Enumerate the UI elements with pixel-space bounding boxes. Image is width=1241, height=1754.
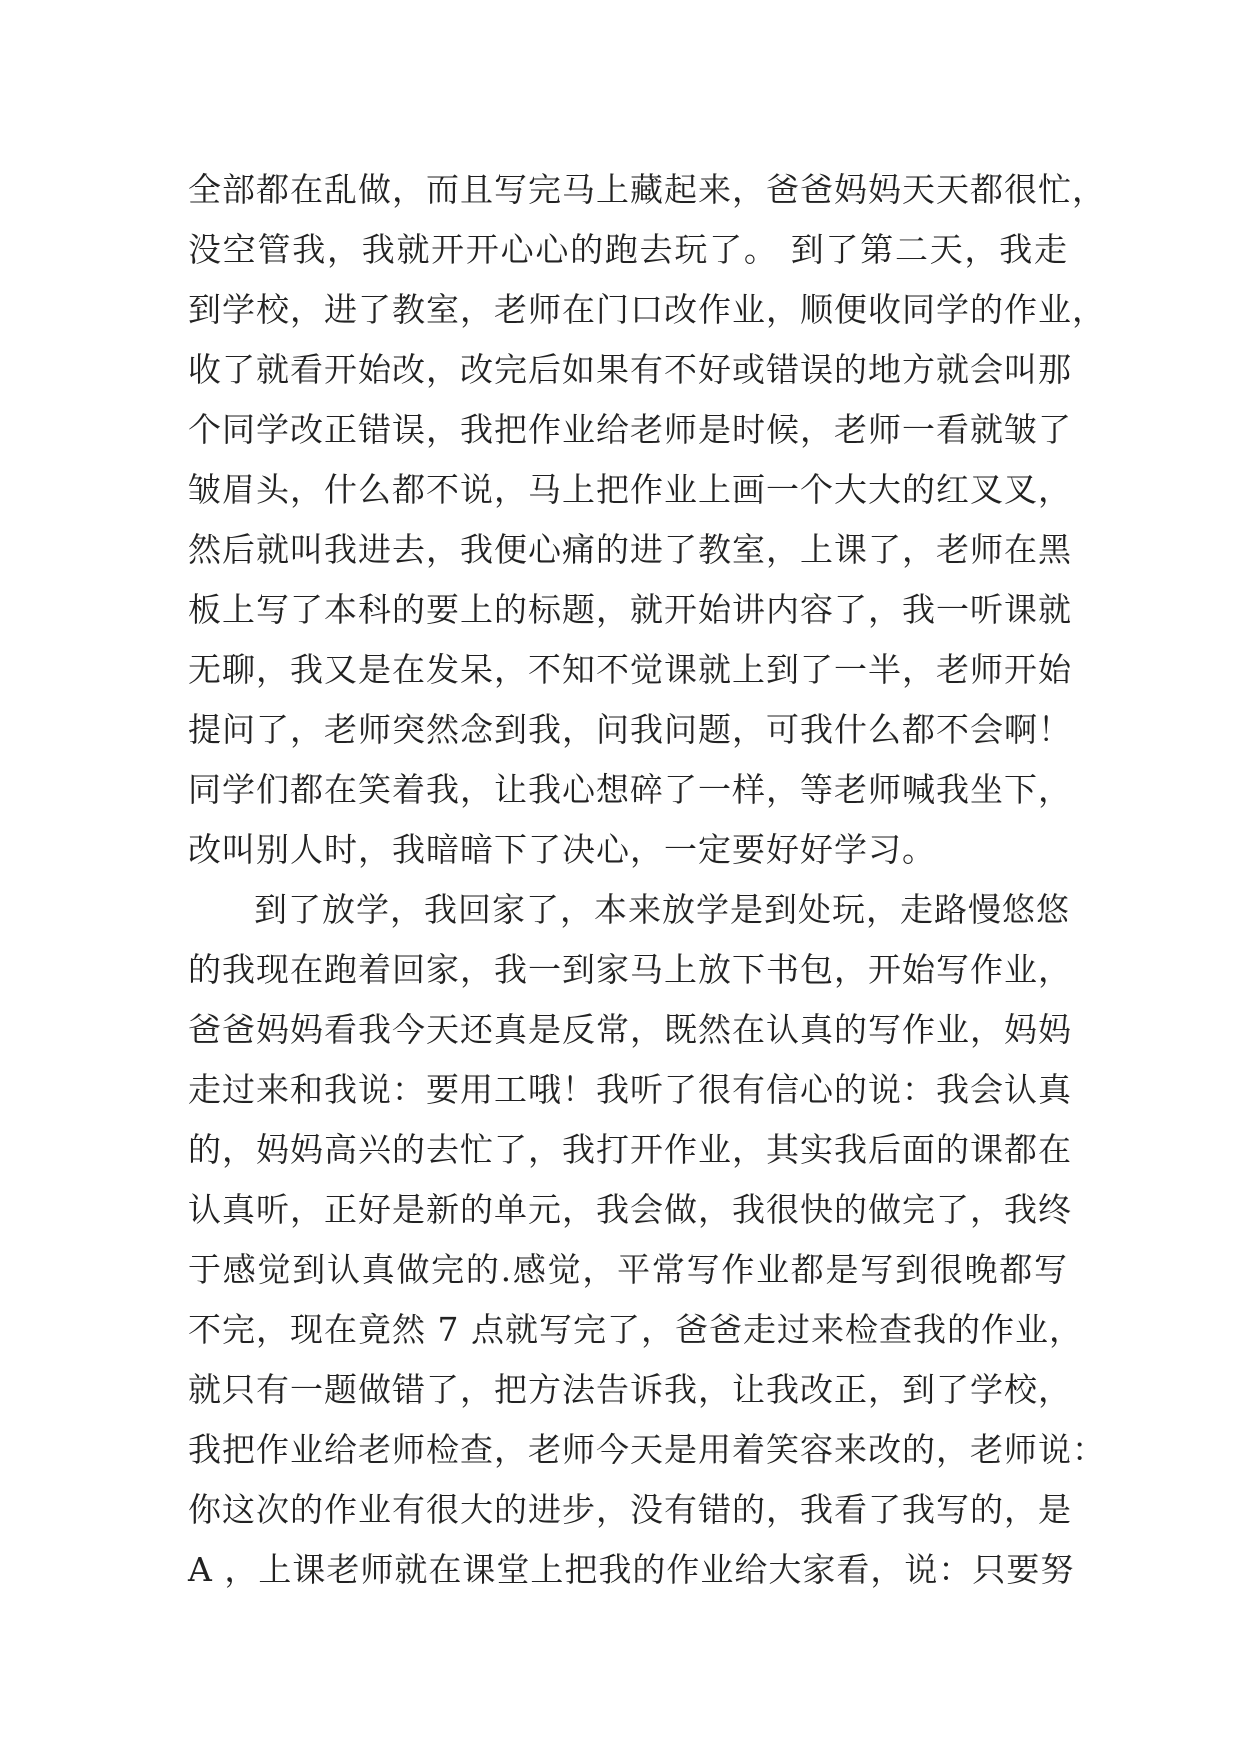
essay-body — [188, 160, 1106, 1600]
text-line: 认真听，正好是新的单元，我会做，我很快的做完了，我终 — [188, 1190, 1072, 1229]
text-line: A ，上课老师就在课堂上把我的作业给大家看，说：只要努 — [188, 1550, 1075, 1589]
text-line: 到学校，进了教室，老师在门口改作业，顺便收同学的作业， — [188, 290, 1106, 329]
text-line: 不完，现在竟然 7 点就写完了，爸爸走过来检查我的作业， — [188, 1310, 1083, 1349]
text-line: 的，妈妈高兴的去忙了，我打开作业，其实我后面的课都在 — [188, 1130, 1072, 1169]
text-line: 走过来和我说：要用工哦！我听了很有信心的说：我会认真 — [188, 1070, 1072, 1109]
text-line: 板上写了本科的要上的标题，就开始讲内容了，我一听课就 — [188, 590, 1072, 629]
text-line: 然后就叫我进去，我便心痛的进了教室，上课了，老师在黑 — [188, 530, 1072, 569]
text-line: 到了放学，我回家了，本来放学是到处玩，走路慢悠悠 — [254, 890, 1070, 929]
paragraph-2 — [188, 880, 1106, 1600]
text-line: 提问了，老师突然念到我，问我问题，可我什么都不会啊！ — [188, 710, 1072, 749]
text-line: 皱眉头，什么都不说，马上把作业上画一个大大的红叉叉， — [188, 470, 1072, 509]
text-line: 你这次的作业有很大的进步，没有错的，我看了我写的，是 — [188, 1490, 1072, 1529]
text-line: 的我现在跑着回家，我一到家马上放下书包，开始写作业， — [188, 950, 1072, 989]
paragraph-1 — [188, 160, 1106, 880]
text-line: 我把作业给老师检查，老师今天是用着笑容来改的，老师说： — [188, 1430, 1106, 1469]
text-line: 于感觉到认真做完的.感觉，平常写作业都是写到很晚都写 — [188, 1250, 1068, 1289]
text-line: 全部都在乱做，而且写完马上藏起来，爸爸妈妈天天都很忙， — [188, 170, 1106, 209]
text-line: 无聊，我又是在发呆，不知不觉课就上到了一半，老师开始 — [188, 650, 1072, 689]
text-line: 个同学改正错误，我把作业给老师是时候，老师一看就皱了 — [188, 410, 1072, 449]
text-line: 爸爸妈妈看我今天还真是反常，既然在认真的写作业，妈妈 — [188, 1010, 1072, 1049]
text-line: 同学们都在笑着我，让我心想碎了一样，等老师喊我坐下， — [188, 770, 1072, 809]
text-line: 没空管我，我就开开心心的跑去玩了。 到了第二天，我走 — [188, 230, 1068, 269]
text-line: 收了就看开始改，改完后如果有不好或错误的地方就会叫那 — [188, 350, 1072, 389]
text-line: 就只有一题做错了，把方法告诉我，让我改正，到了学校， — [188, 1370, 1072, 1409]
text-line: 改叫别人时，我暗暗下了决心，一定要好好学习。 — [188, 830, 936, 869]
